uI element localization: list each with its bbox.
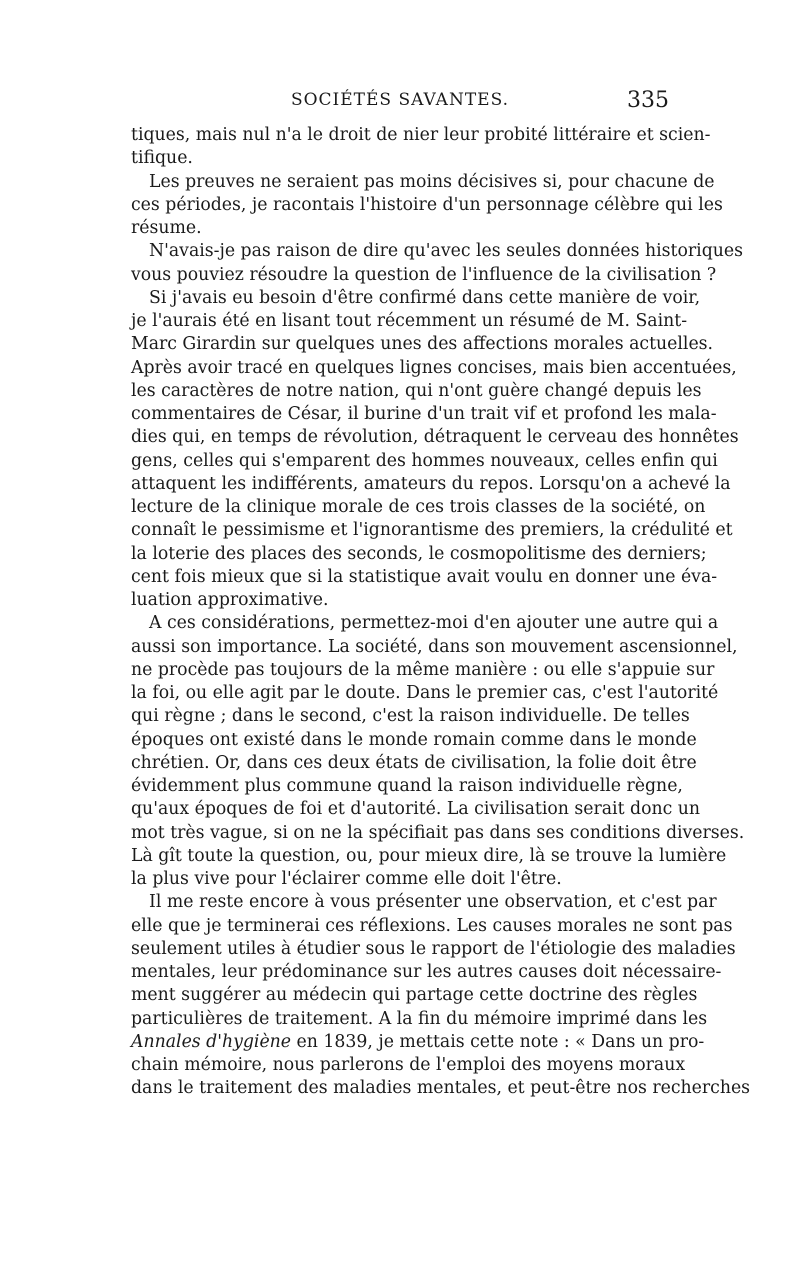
body-text bbox=[131, 124, 751, 1101]
text-line: tiques, mais nul n'a le droit de nier leur probité littéraire et scien- bbox=[131, 125, 711, 145]
text-line: ment suggérer au médecin qui partage cette doctrine des règles bbox=[131, 985, 698, 1006]
text-line: dans le traitement des maladies mentales, et peut-être nos recherches bbox=[131, 1078, 751, 1099]
page-header bbox=[131, 88, 669, 118]
text-line: cent fois mieux que si la statistique avait voulu en donner une éva- bbox=[131, 566, 718, 587]
text-line: Marc Girardin sur quelques unes des affections morales actuelles. bbox=[131, 334, 714, 355]
text-line: évidemment plus commune quand la raison individuelle règne, bbox=[131, 776, 683, 796]
text-line: lecture de la clinique morale de ces trois classes de la société, on bbox=[131, 497, 706, 517]
text-line: la loterie des places des seconds, le cosmopolitisme des derniers; bbox=[131, 543, 707, 564]
text-line: gens, celles qui s'emparent des hommes nouveaux, celles enfin qui bbox=[131, 450, 718, 471]
text-line bbox=[131, 1031, 705, 1054]
text-line: commentaires de César, il burine d'un trait vif et profond les mala- bbox=[131, 404, 717, 424]
text-line: qui règne ; dans le second, c'est la raison individuelle. De telles bbox=[131, 706, 690, 727]
text-line: elle que je terminerai ces réflexions. Les causes morales ne sont pas bbox=[131, 915, 733, 936]
text-line: la plus vive pour l'éclairer comme elle doit l'être. bbox=[131, 869, 562, 889]
text-line: vous pouviez résoudre la question de l'influence de la civilisation ? bbox=[131, 264, 717, 285]
text-line: les caractères de notre nation, qui n'ont guère changé depuis les bbox=[131, 380, 702, 401]
text-line: la foi, ou elle agit par le doute. Dans le premier cas, c'est l'autorité bbox=[131, 683, 719, 703]
text-line: dies qui, en temps de révolution, détraquent le cerveau des honnêtes bbox=[131, 427, 739, 448]
text-line: Les preuves ne seraient pas moins décisives si, pour chacune de bbox=[149, 171, 715, 192]
text-line: tifique. bbox=[131, 148, 193, 169]
page-number: 335 bbox=[627, 88, 669, 113]
text-line: Si j'avais eu besoin d'être confirmé dans cette manière de voir, bbox=[149, 287, 701, 308]
journal-title: Annales d'hygiène bbox=[131, 1031, 292, 1052]
text-line: mentales, leur prédominance sur les autres causes doit nécessaire- bbox=[131, 962, 722, 982]
text-line: aussi son importance. La société, dans son mouvement ascensionnel, bbox=[131, 636, 738, 657]
text-line-rest: en 1839, je mettais cette note : « Dans un pro- bbox=[291, 1031, 705, 1052]
text-line: connaît le pessimisme et l'ignorantisme des premiers, la crédulité et bbox=[131, 520, 733, 541]
text-line: résume. bbox=[131, 218, 202, 238]
running-title: SOCIÉTÉS SAVANTES. bbox=[290, 90, 510, 110]
text-line: luation approximative. bbox=[131, 590, 329, 610]
text-line: A ces considérations, permettez-moi d'en ajouter une autre qui a bbox=[149, 613, 719, 634]
text-line: Là gît toute la question, ou, pour mieux dire, là se trouve la lumière bbox=[131, 845, 727, 866]
text-line: mot très vague, si on ne la spécifiait pas dans ses conditions diverses. bbox=[131, 822, 745, 843]
text-line: N'avais-je pas raison de dire qu'avec les seules données historiques bbox=[149, 241, 743, 262]
text-line: chrétien. Or, dans ces deux états de civilisation, la folie doit être bbox=[131, 752, 697, 773]
text-line: ne procède pas toujours de la même manière : ou elle s'appuie sur bbox=[131, 659, 715, 680]
text-line: époques ont existé dans le monde romain comme dans le monde bbox=[131, 729, 697, 750]
text-line: chain mémoire, nous parlerons de l'emploi des moyens moraux bbox=[131, 1055, 686, 1075]
text-line: je l'aurais été en lisant tout récemment un résumé de M. Saint- bbox=[131, 311, 688, 331]
text-line: seulement utiles à étudier sous le rapport de l'étiologie des maladies bbox=[131, 938, 736, 959]
text-line: attaquent les indifférents, amateurs du repos. Lorsqu'on a achevé la bbox=[131, 473, 731, 494]
text-line: Il me reste encore à vous présenter une observation, et c'est par bbox=[149, 892, 717, 913]
text-line: Après avoir tracé en quelques lignes concises, mais bien accentuées, bbox=[131, 357, 737, 378]
text-line: qu'aux époques de foi et d'autorité. La civilisation serait donc un bbox=[131, 799, 701, 820]
text-line: ces périodes, je racontais l'histoire d'un personnage célèbre qui les bbox=[131, 194, 723, 215]
text-line: particulières de traitement. A la fin du mémoire imprimé dans les bbox=[131, 1008, 708, 1029]
